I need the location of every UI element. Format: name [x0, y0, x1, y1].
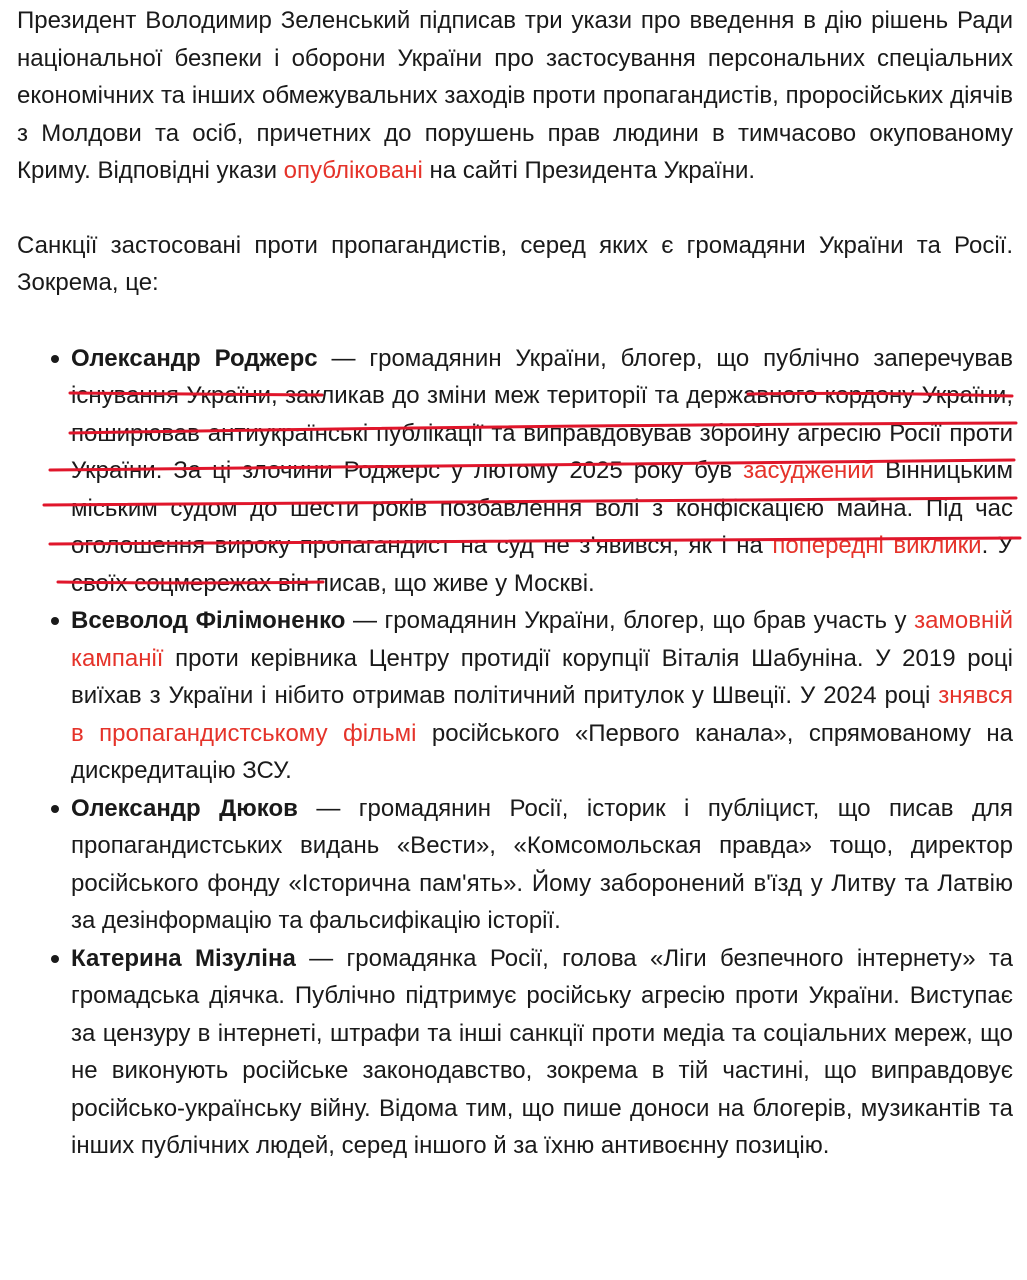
paid-campaign-link[interactable]: замовній кампанії [71, 607, 1014, 672]
person-description: — громадянка Росії, голова «Ліги безпечного інтернету» та громадська діячка. Публічно підтримує російську агресію проти України. Виступає за цензуру в інтернеті, штрафи та інші санкції проти медіа та соціальних мереж, що не виконують російське законодавство, зокрема в тій частині, що виправдовує російсько-українську війну. Відома тим, що пише доноси на блогерів, музикантів та інших публічних людей, серед іншого й за їхню антивоєнну позицію. [71, 944, 1013, 1159]
list-item-mizulina [71, 940, 1013, 1165]
person-description: — громадянин Росії, історик і публіцист, що писав для пропагандистських видань «Вести», «Комсомольская правда» тощо, директор російського фонду «Історична пам'ять». Йому заборонений в'їзд у Литву та Латвію за дезінформацію та фальсифікацію історії. [71, 794, 1013, 934]
person-name: Катерина Мізуліна [71, 944, 296, 972]
intro-text: Президент Володимир Зеленський підписав три укази про введення в дію рішень Ради національної безпеки і оборони України про застосування персональних спеціальних економічних та інших обмежувальних заходів проти пропагандистів, проросійських діячів з Молдови та осіб, причетних до порушень прав людини в тимчасово окупованому Криму. Відповідні укази [17, 7, 1013, 184]
intro-text-tail: на сайті Президента України. [422, 157, 756, 184]
intro-paragraph-1 [17, 2, 1013, 190]
person-description: російського «Первого канала», спрямованому на дискредитацію ЗСУ. [71, 719, 1014, 784]
person-description: Вінницьким міським судом до шести років позбавлення волі з конфіскацією майна. Під час оголошення вироку пропагандист на суд не з’явився, як і на [71, 457, 1014, 559]
intro-paragraph-2: Санкції застосовані проти пропагандистів, серед яких є громадяни України та Росії. Зокрема, це: [17, 231, 1013, 296]
person-description: — громадянин України, блогер, що брав участь у [345, 607, 915, 634]
convicted-link[interactable]: засуджений [743, 457, 875, 484]
person-description: . У своїх соцмережах він писав, що живе у Москві. [71, 532, 1013, 597]
published-decrees-link[interactable]: опубліковані [283, 157, 423, 184]
list-item-rodgers [71, 340, 1013, 603]
person-description: проти керівника Центру протидії корупції Віталія Шабуніна. У 2019 році виїхав з України і нібито отримав політичний притулок у Швеції. У 2024 році [71, 644, 1013, 709]
person-name: Олександр Дюков [71, 794, 298, 822]
propaganda-film-link[interactable]: знявся в пропагандистському фільмі [71, 682, 1013, 747]
list-item-filimonenko [71, 602, 1013, 790]
list-item-dyukov [71, 790, 1013, 940]
previous-summons-link[interactable]: попередні виклики [772, 532, 982, 559]
person-name: Всеволод Філімоненко [71, 607, 346, 634]
person-description: — громадянин України, блогер, що публічно заперечував існування України, закликав до зміни меж території та державного кордону України, поширював антиукраїнські публікації та виправдовував збройну агресію Росії проти України. За ці злочини Роджерс у лютому 2025 року був [71, 344, 1014, 484]
sanctioned-people-list [17, 340, 1013, 1165]
person-name: Олександр Роджерс [71, 344, 318, 372]
